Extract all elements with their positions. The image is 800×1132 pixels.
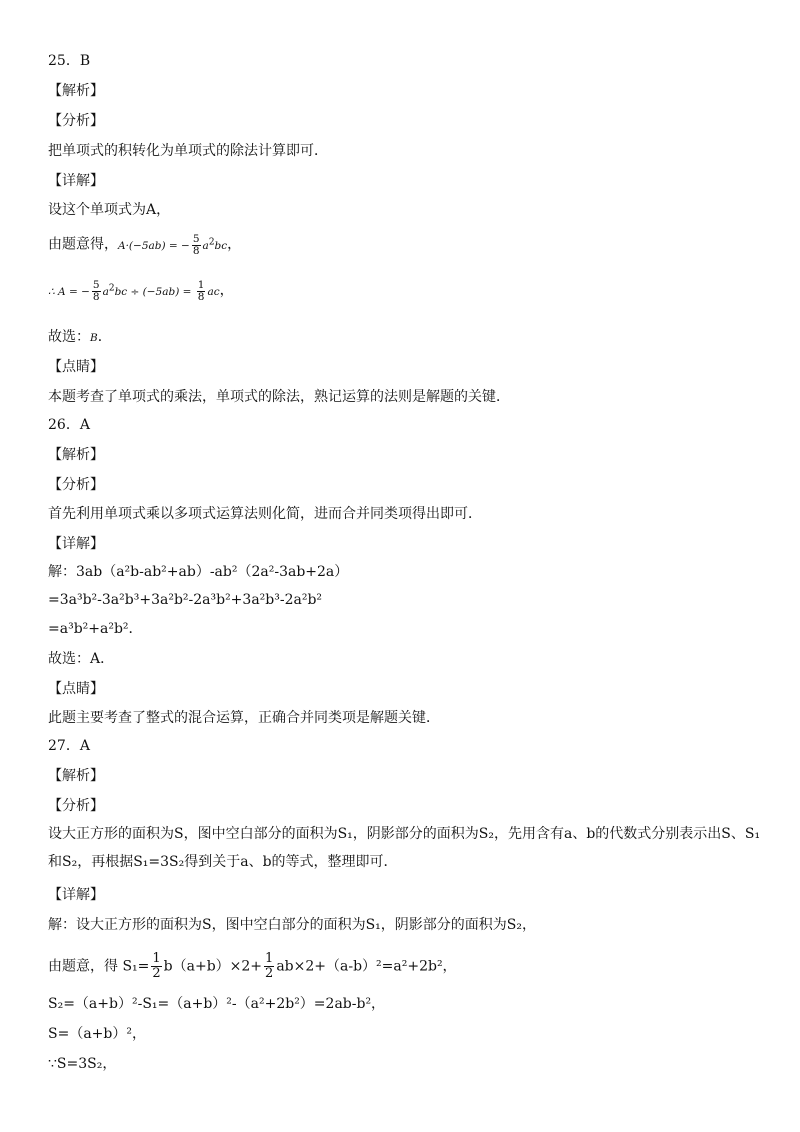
q26-dianjing-text: 此题主要考查了整式的混合运算，正确合并同类项是解题关键． bbox=[48, 710, 440, 726]
q25-line3-fraction-2: $\frac{1}{8}$ bbox=[197, 279, 205, 303]
q26-xiangjie-heading: 【详解】 bbox=[48, 536, 104, 552]
q25-xiangjie-heading: 【详解】 bbox=[48, 173, 104, 189]
q25-line2-fraction: $\frac{5}{8}$ bbox=[192, 233, 200, 257]
q27-fenxi-text: 设大正方形的面积为S，图中空白部分的面积为S₁，阴影部分的面积为S₂，先用含有a、b的代数式分别表示出S、S₁和S₂，再根据S₁=3S₂得到关于a、b的等式，整理即可． bbox=[48, 826, 761, 870]
q25-line3: ∴ A = − $\frac{5}{8}$ $a^2bc \div (-5ab)$ = $\frac{1}{8}$ ac， bbox=[48, 279, 234, 303]
q25-line3-fraction-1: $\frac{5}{8}$ bbox=[92, 279, 100, 303]
q26-fenxi-heading: 【分析】 bbox=[48, 477, 104, 493]
q26-jiexi-heading: 【解析】 bbox=[48, 447, 104, 463]
q26-line4: 故选：A． bbox=[48, 651, 115, 667]
q26-line3: =a³b²+a²b²． bbox=[48, 621, 143, 637]
q27-line4: S=（a+b）²， bbox=[48, 1026, 146, 1042]
q27-jiexi-heading: 【解析】 bbox=[48, 768, 104, 784]
q25-fenxi-text: 把单项式的积转化为单项式的除法计算即可． bbox=[48, 143, 328, 159]
q25-line2-prefix: 由题意得， bbox=[48, 236, 118, 253]
q25-line2-math: A·(−5ab) = − $\frac{5}{8}$ $a^2bc$ bbox=[118, 233, 228, 257]
q27-line5: ∵S=3S₂， bbox=[48, 1056, 117, 1072]
q25-line4-var: B bbox=[90, 332, 98, 344]
q27-line1: 解：设大正方形的面积为S，图中空白部分的面积为S₁，阴影部分的面积为S₂， bbox=[48, 917, 536, 933]
q25-line2-lhs: A·(−5ab) = − bbox=[118, 239, 190, 252]
q25-line4: 故选：B． bbox=[48, 329, 112, 345]
q25-jiexi-heading: 【解析】 bbox=[48, 83, 104, 99]
q27-line2: 由题意，得 S₁= $\frac{1}{2}$ b（a+b）×2+ $\frac{1}{2}$ ab×2+（a-b）²=a²+2b²， bbox=[48, 951, 457, 981]
q25-fenxi-heading: 【分析】 bbox=[48, 113, 104, 129]
q26-line1: 解：3ab（a²b-ab²+ab）-ab²（2a²-3ab+2a） bbox=[48, 564, 349, 580]
q27-line2-fraction-2: $\frac{1}{2}$ bbox=[265, 951, 274, 981]
q25-dianjing-heading: 【点睛】 bbox=[48, 359, 104, 375]
q25-line3-math: ∴ A = − $\frac{5}{8}$ $a^2bc \div (-5ab)$ = $\frac{1}{8}$ ac bbox=[48, 279, 220, 303]
q25-dianjing-text: 本题考查了单项式的乘法，单项式的除法，熟记运算的法则是解题的关键． bbox=[48, 389, 510, 405]
q27-line3: S₂=（a+b）²-S₁=（a+b）²-（a²+2b²）=2ab-b²， bbox=[48, 996, 386, 1012]
q25-line1: 设这个单项式为A， bbox=[48, 202, 171, 218]
q27-line2-fraction-1: $\frac{1}{2}$ bbox=[152, 951, 161, 981]
q26-dianjing-heading: 【点睛】 bbox=[48, 681, 104, 697]
q27-fenxi-heading: 【分析】 bbox=[48, 798, 104, 814]
q27-answer: 27．A bbox=[48, 738, 90, 754]
q25-answer: 25．B bbox=[48, 53, 91, 69]
q26-line2: =3a³b²-3a²b³+3a²b²-2a³b²+3a²b³-2a²b² bbox=[48, 592, 323, 608]
q26-answer: 26．A bbox=[48, 417, 90, 433]
q25-line2: 由题意得，A·(−5ab) = − $\frac{5}{8}$ $a^2bc$， bbox=[48, 233, 242, 257]
q27-xiangjie-heading: 【详解】 bbox=[48, 887, 104, 903]
q26-fenxi-text: 首先利用单项式乘以多项式运算法则化简，进而合并同类项得出即可． bbox=[48, 506, 482, 522]
